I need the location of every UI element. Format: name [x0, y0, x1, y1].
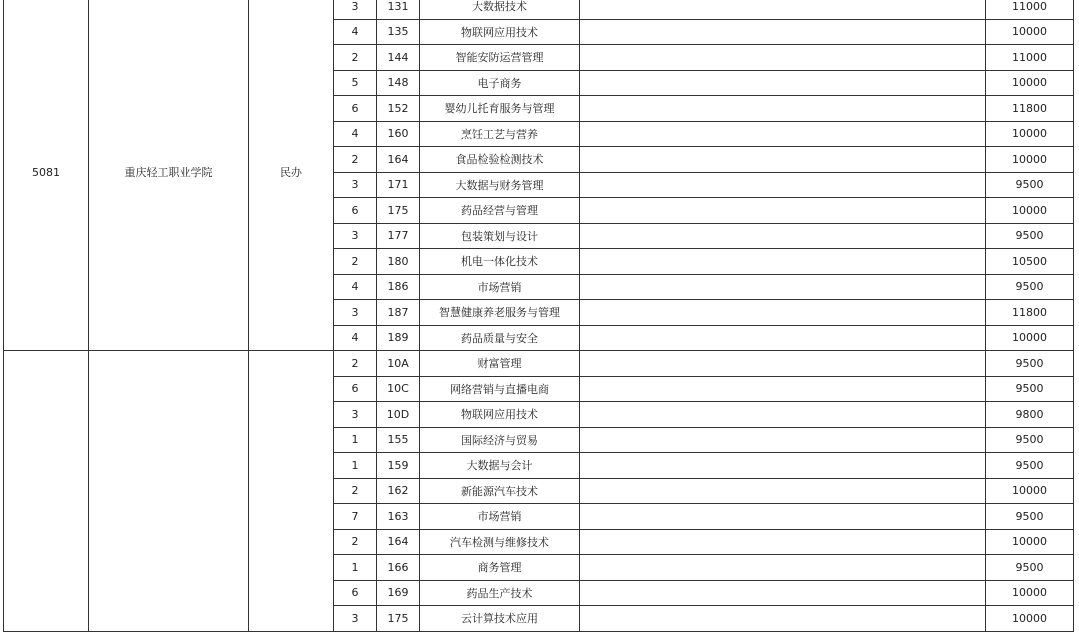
plan-count-cell: 2 [334, 351, 377, 377]
plan-count-cell: 3 [334, 300, 377, 326]
tuition-cell: 9500 [986, 274, 1074, 300]
remark-cell [580, 376, 986, 402]
remark-cell [580, 529, 986, 555]
tuition-cell: 11800 [986, 300, 1074, 326]
plan-count-cell: 4 [334, 274, 377, 300]
school-name-cell [89, 351, 249, 632]
remark-cell [580, 300, 986, 326]
major-name-cell: 物联网应用技术 [420, 19, 580, 45]
major-code-cell: 160 [377, 121, 420, 147]
major-name-cell: 烹饪工艺与营养 [420, 121, 580, 147]
plan-count-cell: 1 [334, 427, 377, 453]
plan-count-cell: 2 [334, 529, 377, 555]
major-name-cell: 药品质量与安全 [420, 325, 580, 351]
plan-count-cell: 4 [334, 325, 377, 351]
school-code-cell: 5081 [4, 0, 89, 351]
remark-cell [580, 453, 986, 479]
tuition-cell: 11000 [986, 0, 1074, 19]
major-code-cell: 187 [377, 300, 420, 326]
remark-cell [580, 478, 986, 504]
major-code-cell: 189 [377, 325, 420, 351]
plan-count-cell: 3 [334, 0, 377, 19]
major-name-cell: 物联网应用技术 [420, 402, 580, 428]
plan-count-cell: 6 [334, 376, 377, 402]
tuition-cell: 10000 [986, 198, 1074, 224]
major-name-cell: 大数据技术 [420, 0, 580, 19]
major-name-cell: 智能安防运营管理 [420, 45, 580, 71]
tuition-cell: 9500 [986, 223, 1074, 249]
remark-cell [580, 96, 986, 122]
major-name-cell: 商务管理 [420, 555, 580, 581]
remark-cell [580, 606, 986, 632]
plan-count-cell: 7 [334, 504, 377, 530]
table-row [4, 0, 1074, 19]
plan-count-cell: 2 [334, 45, 377, 71]
major-code-cell: 131 [377, 0, 420, 19]
tuition-cell: 10500 [986, 249, 1074, 275]
major-code-cell: 155 [377, 427, 420, 453]
plan-count-cell: 3 [334, 606, 377, 632]
admission-plan-table [3, 0, 1074, 632]
major-code-cell: 175 [377, 198, 420, 224]
tuition-cell: 9500 [986, 453, 1074, 479]
plan-count-cell: 2 [334, 147, 377, 173]
major-name-cell: 大数据与会计 [420, 453, 580, 479]
plan-count-cell: 4 [334, 121, 377, 147]
major-name-cell: 智慧健康养老服务与管理 [420, 300, 580, 326]
table-row [4, 351, 1074, 377]
plan-count-cell: 6 [334, 96, 377, 122]
remark-cell [580, 121, 986, 147]
remark-cell [580, 198, 986, 224]
major-name-cell: 大数据与财务管理 [420, 172, 580, 198]
major-name-cell: 婴幼儿托育服务与管理 [420, 96, 580, 122]
tuition-cell: 10000 [986, 325, 1074, 351]
remark-cell [580, 580, 986, 606]
remark-cell [580, 427, 986, 453]
plan-count-cell: 3 [334, 223, 377, 249]
plan-count-cell: 5 [334, 70, 377, 96]
school-name-cell: 重庆轻工职业学院 [89, 0, 249, 351]
major-name-cell: 汽车检测与维修技术 [420, 529, 580, 555]
major-code-cell: 144 [377, 45, 420, 71]
remark-cell [580, 351, 986, 377]
major-code-cell: 163 [377, 504, 420, 530]
major-code-cell: 135 [377, 19, 420, 45]
major-name-cell: 国际经济与贸易 [420, 427, 580, 453]
major-code-cell: 171 [377, 172, 420, 198]
remark-cell [580, 402, 986, 428]
tuition-cell: 10000 [986, 121, 1074, 147]
major-code-cell: 148 [377, 70, 420, 96]
plan-count-cell: 4 [334, 19, 377, 45]
major-code-cell: 186 [377, 274, 420, 300]
major-name-cell: 新能源汽车技术 [420, 478, 580, 504]
major-name-cell: 市场营销 [420, 504, 580, 530]
tuition-cell: 10000 [986, 478, 1074, 504]
major-code-cell: 159 [377, 453, 420, 479]
major-code-cell: 10A [377, 351, 420, 377]
major-name-cell: 财富管理 [420, 351, 580, 377]
tuition-cell: 11800 [986, 96, 1074, 122]
plan-count-cell: 1 [334, 453, 377, 479]
major-code-cell: 166 [377, 555, 420, 581]
major-name-cell: 机电一体化技术 [420, 249, 580, 275]
major-name-cell: 网络营销与直播电商 [420, 376, 580, 402]
tuition-cell: 10000 [986, 606, 1074, 632]
major-name-cell: 包装策划与设计 [420, 223, 580, 249]
major-name-cell: 药品生产技术 [420, 580, 580, 606]
tuition-cell: 9500 [986, 504, 1074, 530]
tuition-cell: 10000 [986, 529, 1074, 555]
remark-cell [580, 223, 986, 249]
major-code-cell: 169 [377, 580, 420, 606]
plan-count-cell: 6 [334, 580, 377, 606]
plan-count-cell: 3 [334, 402, 377, 428]
tuition-cell: 9500 [986, 172, 1074, 198]
plan-count-cell: 6 [334, 198, 377, 224]
major-name-cell: 药品经营与管理 [420, 198, 580, 224]
school-type-cell [249, 351, 334, 632]
tuition-cell: 9500 [986, 376, 1074, 402]
remark-cell [580, 70, 986, 96]
major-code-cell: 177 [377, 223, 420, 249]
tuition-cell: 9500 [986, 351, 1074, 377]
tuition-cell: 9800 [986, 402, 1074, 428]
plan-count-cell: 3 [334, 172, 377, 198]
remark-cell [580, 172, 986, 198]
tuition-cell: 10000 [986, 70, 1074, 96]
tuition-cell: 10000 [986, 19, 1074, 45]
remark-cell [580, 45, 986, 71]
tuition-cell: 9500 [986, 427, 1074, 453]
major-name-cell: 食品检验检测技术 [420, 147, 580, 173]
remark-cell [580, 147, 986, 173]
remark-cell [580, 274, 986, 300]
major-code-cell: 162 [377, 478, 420, 504]
remark-cell [580, 555, 986, 581]
tuition-cell: 10000 [986, 147, 1074, 173]
school-code-cell [4, 351, 89, 632]
remark-cell [580, 325, 986, 351]
major-code-cell: 10C [377, 376, 420, 402]
plan-count-cell: 2 [334, 478, 377, 504]
major-code-cell: 175 [377, 606, 420, 632]
remark-cell [580, 504, 986, 530]
table-wrapper [3, 0, 1074, 632]
tuition-cell: 11000 [986, 45, 1074, 71]
tuition-cell: 9500 [986, 555, 1074, 581]
remark-cell [580, 0, 986, 19]
major-name-cell: 电子商务 [420, 70, 580, 96]
major-code-cell: 164 [377, 529, 420, 555]
remark-cell [580, 19, 986, 45]
major-code-cell: 152 [377, 96, 420, 122]
plan-count-cell: 1 [334, 555, 377, 581]
major-name-cell: 市场营销 [420, 274, 580, 300]
school-type-cell: 民办 [249, 0, 334, 351]
remark-cell [580, 249, 986, 275]
major-code-cell: 180 [377, 249, 420, 275]
major-code-cell: 164 [377, 147, 420, 173]
major-code-cell: 10D [377, 402, 420, 428]
tuition-cell: 10000 [986, 580, 1074, 606]
plan-count-cell: 2 [334, 249, 377, 275]
major-name-cell: 云计算技术应用 [420, 606, 580, 632]
